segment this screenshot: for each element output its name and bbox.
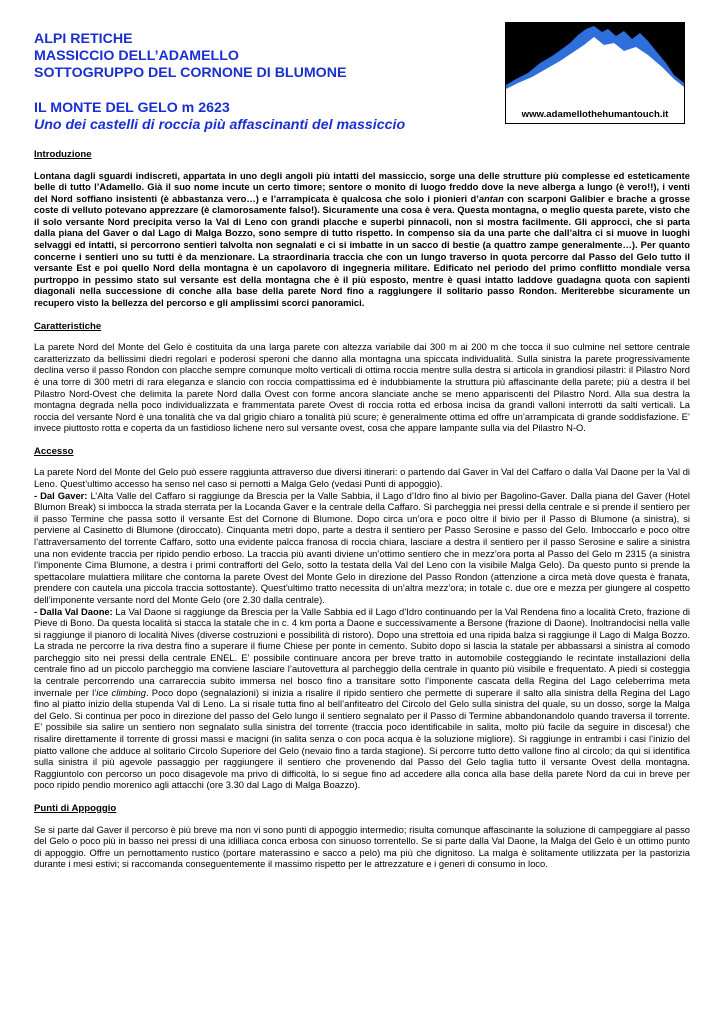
features-paragraph: La parete Nord del Monte del Gelo è costituita da una larga parete con altezza variabile dai 300 m ai 200 m che tocca il suo culmine nel settore centrale caratterizzato da bellissimi diedri regolari e poderosi speroni che danno alla montagna una spiccata individualità. Sulla sinistra la parete progressivamente declina verso il passo Rondon con placche sempre comunque molto verticali di ottima roccia mentre sulla destra si articola in grandiosi pilastri: il Pilastro Nord è una torre di 300 metri di rara eleganza e slancio con roccia compattissima ed è indubbiamente la struttura più affascinante della parete; più a destra il bel Pilastro Nord-Ovest che delimita la parete Nord dalla Ovest con forme ancora slanciate anche se meno appariscenti del Pilastro Nord. Alla sua destra la montagna degrada nella poco individualizzata e frammentata parete Ovest di roccia rotta ed erbosa incisa da grandi valloni interrotti da salti verticali. La roccia del versante Nord è una tonalità che va dal grigio chiaro a tonalità più scure; è generalmente ottima ed offre un’arrampicata di grande soddisfazione. E’ invece piuttosto rotta e coperta da un fastidioso lichene nero sul versante ovest, cosa che appare lampante sulla via del Pilastro N-O. bbox=[34, 341, 690, 434]
heading-punti-appoggio: Punti di Appoggio bbox=[34, 803, 117, 814]
heading-accesso: Accesso bbox=[34, 445, 74, 457]
title-block bbox=[34, 31, 474, 82]
access-daone-text-b: . Poco dopo (segnalazioni) si inizia a risalire il ripido sentiero che permette di superare il salto alla sinistra della Regina del Lago fino al piatto inizio della stupenda Val di Leno. La si risale tutta fino al bell’anfiteatro del Circolo del Gelo sulla sinistra del quale, su un dosso, sorge la Malga del Gelo. Si continua per poco in direzione del passo del Gelo lungo il sentiero segnalato per il Passo di Termine abbandonandolo quando traversa il torrente. E’ possibile sia salire un sentiero non segnalato sulla sinistra del torrente (traccia poco identificabile in salita, molto più facile da seguire in discesa!) che risalire direttamente il torrente di grossi massi e macigni (in salita senza o con poca acqua è la soluzione migliore). Si raggiunge in entrambi i casi l’inizio del piatto vallone che adduce al solitario Circolo Superiore del Gelo (nevaio fino a tarda stagione). Si percorre tutto detto vallone fino al circolo; da qui si identifica sulla sinistra il più agevole passaggio per raggiungere il sentiero che provenendo dal Passo del Gelo taglia tutto il versante Ovest della montagna. Raggiuntolo con percorso un poco disagevole ma privo di difficoltà, lo si segue fino ad accedere alla conca alla base della parete Nord da cui in breve per poco ripido pendio morenico agli attacchi (ore 3.30 dal Lago di Malga Boazzo). bbox=[34, 686, 690, 791]
heading-introduzione: Introduzione bbox=[34, 149, 92, 160]
mountain-logo-icon bbox=[506, 23, 684, 109]
document-body bbox=[34, 149, 690, 870]
intro-antan: antan bbox=[478, 192, 504, 204]
access-daone-label: - Dalla Val Daone: bbox=[34, 605, 113, 617]
intro-text-a: Lontana dagli sguardi indiscreti, appartata in uno degli angoli più intatti del massiccio, sorge una delle strutture più complesse ed esteticamente belle di tutto l’Adamello. Già il suo nome incute un certo timore; sentore o monito di luogo freddo dove la neve alberga a lungo (è vero!!), i venti del Nord soffiano insistenti (è abbastanza vero…) e l’arrampicata è qualcosa che solo i pionieri d’ bbox=[34, 169, 690, 204]
access-gaver-label: - Dal Gaver: bbox=[34, 489, 88, 501]
title-line-2: MASSICCIO DELL’ADAMELLO bbox=[34, 48, 239, 64]
access-daone bbox=[34, 606, 690, 792]
title-line-1: ALPI RETICHE bbox=[34, 31, 133, 47]
heading-caratteristiche: Caratteristiche bbox=[34, 320, 102, 332]
access-gaver-text: L’Alta Valle del Caffaro si raggiunge da Brescia per la Valle Sabbia, il Lago d’Idro fino al bivio per Bagolino-Gaver. Dalla piana del Gaver (Hotel Blumon Break) si imbocca la strada sterrata per la Locanda Gaver e la centrale della Caffaro. Si parcheggia nei pressi della centrale e si prende il sentiero per il passo Termine che passa sotto il versante Est del Cornone di Blumone. Dopo circa un’ora e poco oltre il bivio per il Passo di Blumone (a sinistra), si perviene al Casinetto di Blumone (diroccato). Cinquanta metri dopo, parte a destra il sentiero per Passo Serosine e passo del Gelo. Imboccarlo e poco oltre l’attraversamento del torrente Caffaro, sotto una evidente palcca franosa di roccia chiara, lasciare a destra il sentiero per il passo Serosine e salire a sinistra una non evidente traccia per ripido pendio erboso. La traccia più avanti diviene un’ottimo sentiero che in mezz’ora porta al Passo del Gelo m 2315 (a sinistra l’imponente Cima Blumone, a destra i primi contrafforti del Gelo, sotto la testata della Val del Leno con la visibile Malga Gelo). Da questo punto si prende la spettacolare mulattiera militare che contorna la parete Ovest del Monte Gelo in direzione del Passo Rondon (attenzione a circa metà dove questa è franata, prendere con cautela una piccola traccia sottostante). Quest’ultimo tratto necessita di un’altra mezz’ora; in totale c. due ore e mezza per giungere al cospetto dell’imponente versante nord del Monte Gelo (ore 2.30 dalla centrale). bbox=[34, 489, 691, 605]
support-paragraph: Se si parte dal Gaver il percorso è più breve ma non vi sono punti di appoggio intermedio; risulta comunque affascinante la soluzione di campeggiare al passo del Gelo o poco più in basso nei pressi di una idilliaca conca erbosa con sinuoso torrentello. Se si parte dalla Val Daone, la Malga del Gelo è un ottimo punto di appoggio. Offre un pernottamento rustico (portare materassino e sacco a pelo) ma più che dignitoso. La malga è solitamente utilizzata per la pastorizia durante i mesi estivi; si raccomanda conseguentemente il massimo rispetto per le attrezzature e i generi di consumo in loco. bbox=[34, 823, 690, 870]
subtitle-block bbox=[34, 100, 514, 134]
site-logo bbox=[505, 22, 685, 124]
access-intro: La parete Nord del Monte del Gelo può essere raggiunta attraverso due diversi itinerari: o partendo dal Gaver in Val del Caffaro o dalla Val Daone per la Val di Leno. Quest’ultimo accesso ha senso nel caso si pernotti a Malga Gelo (vedasi Punti di appoggio). bbox=[34, 466, 690, 489]
logo-url[interactable]: www.adamellothehumantouch.it bbox=[521, 109, 669, 120]
intro-text-b: con scarponi Galibier e brache a grosse coste di velluto potevano apprezzare (è clamorosamente falso!). Sicuramente una cosa è vera. Questa montagna, o meglio questa parete, visto che il solo versante Nord precipita verso la Val di Leno con grandi placche e superbi pinnacoli, non si mostra facilmente. Gli approcci, che si parta dalla piana del Gaver o dal Lago di Malga Bozzo, sono sempre di tutto rispetto. In compenso sia da una parte che dall’altra ci si muove in luoghi selvaggi ed intatti, si percorrono sentieri talvolta non segnalati e ci si imbatte in un sacco di bestie (a quattro zampe generalmente…). Per quanto concerne i sentieri uno su tutti è da menzionare. La straordinaria traccia che con un lungo traverso in quota percorre dal Passo del Gelo tutto il versante Est e poi quello Nord della montagna è un capolavoro di ingegneria militare. Edificato nel periodo del primo conflitto mondiale versa purtroppo in pessimo stato sul versante est della montagna che è il più esposto, mentre è quasi intatto laddove guadagna quota con sapienti diagonali nella successione di conche alla base della parete Nord fino a raggiungere il solitario passo Rondon. Meriterebbe sicuramente un recupero visto la bellezza del percorso e gli amplissimi scorci panoramici. bbox=[34, 192, 690, 309]
peak-title: IL MONTE DEL GELO m 2623 bbox=[34, 100, 230, 116]
title-line-3: SOTTOGRUPPO DEL CORNONE DI BLUMONE bbox=[34, 65, 347, 81]
access-daone-text-a: La Val Daone si raggiunge da Brescia per la Valle Sabbia ed il Lago d’Idro continuando per la Val Rendena fino a località Creto, frazione di Pieve di Bono. Da questa località si stacca la statale che in c. 4 km porta a Daone e successivamente a Bersone (frazione di Daone). Inoltrandocisi nella valle si raggiunge il pianoro di località Nives (diverse costruzioni e possibilità di ristoro). Dopo una strettoia ed una ripida balza si raggiunge il Lago di Malga Bozzo. La strada ne percorre la riva destra fino a superare il fiume Chiese per ponte in cemento. Subito dopo si lascia la statale per abbassarsi a sinistra al comodo parcheggio sito nei pressi della centrale ENEL. E’ possibile continuare ancora per breve tratto in automobile costeggiando le recintate installazioni della centrale fino ad un piccolo parcheggio ma conviene lasciare l’autovettura al parcheggio della centrale in quanto più visibile e frequentato. A piedi si costeggia la centrale percorrendo una carrareccia subito immersa nel bosco fino a transitare sotto l’imponente cascata della Regina del Lago celeberrima meta invernale per l’ bbox=[34, 605, 690, 698]
access-daone-italic: ice climbing bbox=[96, 686, 146, 698]
access-gaver bbox=[34, 490, 690, 606]
intro-paragraph bbox=[34, 170, 690, 309]
tagline: Uno dei castelli di roccia più affascinanti del massiccio bbox=[34, 117, 406, 133]
